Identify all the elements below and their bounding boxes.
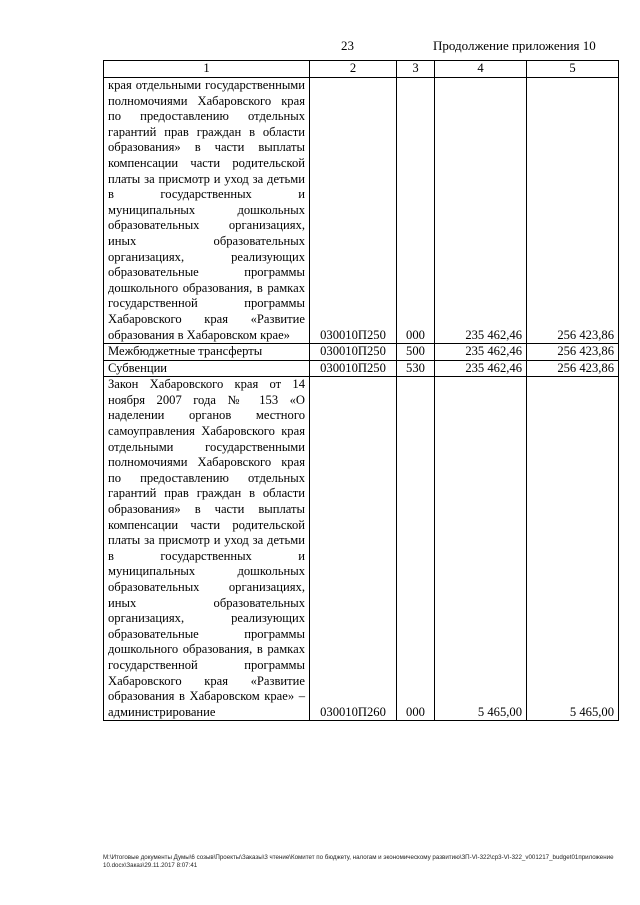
row-description: Межбюджетные трансферты xyxy=(104,344,310,361)
table-row xyxy=(104,344,619,361)
expense-type-code: 000 xyxy=(397,377,435,721)
sum-year-2: 256 423,86 xyxy=(527,78,619,344)
target-article-code: 030010П250 xyxy=(310,360,397,377)
target-article-code: 030010П250 xyxy=(310,78,397,344)
budget-table xyxy=(103,60,619,721)
table-row xyxy=(104,78,619,344)
table-row xyxy=(104,360,619,377)
table-row xyxy=(104,377,619,721)
column-number: 1 xyxy=(104,61,310,78)
sum-year-2: 5 465,00 xyxy=(527,377,619,721)
expense-type-code: 000 xyxy=(397,78,435,344)
expense-type-code: 500 xyxy=(397,344,435,361)
appendix-continuation-label: Продолжение приложения 10 xyxy=(433,38,596,53)
sum-year-1: 5 465,00 xyxy=(435,377,527,721)
sum-year-2: 256 423,86 xyxy=(527,344,619,361)
sum-year-1: 235 462,46 xyxy=(435,360,527,377)
target-article-code: 030010П260 xyxy=(310,377,397,721)
document-path-footer: М:\Итоговые документы Думы\6 созыв\Проекты\Заказы\3 чтение\Комитет по бюджету, налогам и экономическому развитию\ЗП-VI-322\ср3-VI-322_v001217_budget01приложение 10.docx\Заказ\29.11.2017 8:07:41 xyxy=(103,854,614,869)
sum-year-1: 235 462,46 xyxy=(435,344,527,361)
column-number: 3 xyxy=(397,61,435,78)
sum-year-1: 235 462,46 xyxy=(435,78,527,344)
column-number: 4 xyxy=(435,61,527,78)
row-description: Субвенции xyxy=(104,360,310,377)
column-number-row xyxy=(104,61,619,78)
column-number: 5 xyxy=(527,61,619,78)
target-article-code: 030010П250 xyxy=(310,344,397,361)
page-number: 23 xyxy=(341,38,354,53)
column-number: 2 xyxy=(310,61,397,78)
expense-type-code: 530 xyxy=(397,360,435,377)
row-description: края отдельными государственными полномочиями Хабаровского края по предоставлению отдельных гарантий прав граждан в области образования» в части выплаты компенсации части родительской платы за присмотр и уход за детьми в государственных и муниципальных дошкольных образовательных организациях, иных образовательных организациях, реализующих образовательные программы дошкольного образования, в рамках государственной программы Хабаровского края «Развитие образования в Хабаровском крае» xyxy=(104,78,310,344)
sum-year-2: 256 423,86 xyxy=(527,360,619,377)
page-header xyxy=(0,38,640,56)
row-description: Закон Хабаровского края от 14 ноября 2007 года № 153 «О наделении органов местного самоуправления Хабаровского края отдельными государственными полномочиями Хабаровского края по предоставлению отдельных гарантий прав граждан в области образования» в части выплаты компенсации части родительской платы за присмотр и уход за детьми в государственных и муниципальных дошкольных образовательных организациях, иных образовательных организациях, реализующих образовательные программы дошкольного образования, в рамках государственной программы Хабаровского края «Развитие образования в Хабаровском крае» – администрирование xyxy=(104,377,310,721)
